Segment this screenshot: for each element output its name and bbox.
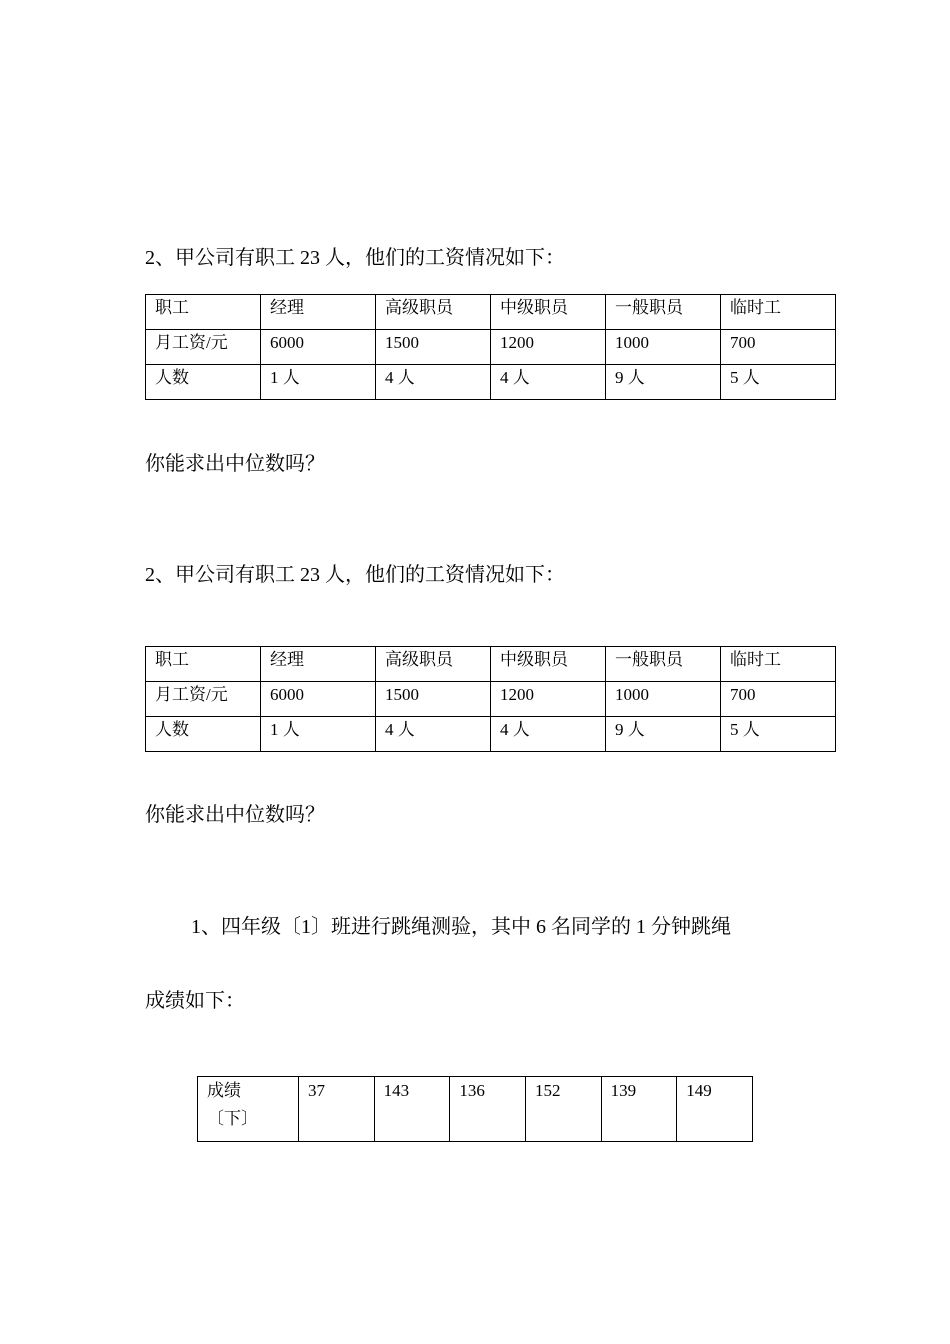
table-cell: 37 xyxy=(299,1077,375,1142)
table-row xyxy=(146,330,836,365)
table-cell: 1200 xyxy=(491,682,606,717)
table-cell: 9 人 xyxy=(606,365,721,400)
table-cell: 4 人 xyxy=(491,365,606,400)
table-row xyxy=(146,647,836,682)
question-salary-2: 2、甲公司有职工 23 人，他们的工资情况如下： xyxy=(145,564,565,586)
prompt-median-2: 你能求出中位数吗？ xyxy=(145,804,325,826)
table-row xyxy=(146,717,836,752)
table-cell: 中级职员 xyxy=(491,295,606,330)
table-cell: 5 人 xyxy=(721,717,836,752)
label-line: 〔下〕 xyxy=(207,1109,258,1128)
table-cell: 4 人 xyxy=(376,717,491,752)
table-cell: 136 xyxy=(450,1077,526,1142)
table-cell: 月工资/元 xyxy=(146,330,261,365)
table-cell: 高级职员 xyxy=(376,647,491,682)
table-cell: 人数 xyxy=(146,717,261,752)
table-row xyxy=(146,365,836,400)
question-jump-rope-continued: 成绩如下： xyxy=(145,990,245,1012)
table-cell: 职工 xyxy=(146,647,261,682)
table-cell: 月工资/元 xyxy=(146,682,261,717)
table-cell: 149 xyxy=(677,1077,753,1142)
table-label-cell xyxy=(198,1077,299,1142)
table-cell: 职工 xyxy=(146,295,261,330)
table-cell: 经理 xyxy=(261,295,376,330)
table-row xyxy=(146,682,836,717)
table-cell: 一般职员 xyxy=(606,647,721,682)
table-cell: 经理 xyxy=(261,647,376,682)
table-cell: 中级职员 xyxy=(491,647,606,682)
table-cell: 4 人 xyxy=(491,717,606,752)
scores-table xyxy=(197,1076,753,1142)
table-cell: 1 人 xyxy=(261,717,376,752)
table-cell: 1000 xyxy=(606,682,721,717)
label-line: 成绩 xyxy=(207,1081,241,1100)
table-cell: 1500 xyxy=(376,682,491,717)
table-row xyxy=(146,295,836,330)
salary-table-1 xyxy=(145,294,836,400)
table-cell: 4 人 xyxy=(376,365,491,400)
table-cell: 139 xyxy=(601,1077,677,1142)
table-cell: 1200 xyxy=(491,330,606,365)
table-cell: 临时工 xyxy=(721,647,836,682)
table-cell: 一般职员 xyxy=(606,295,721,330)
table-cell: 1 人 xyxy=(261,365,376,400)
table-cell: 700 xyxy=(721,330,836,365)
table-cell: 5 人 xyxy=(721,365,836,400)
table-cell: 临时工 xyxy=(721,295,836,330)
question-jump-rope: 1、四年级〔1〕班进行跳绳测验，其中 6 名同学的 1 分钟跳绳 xyxy=(191,916,731,938)
table-cell: 9 人 xyxy=(606,717,721,752)
table-cell: 1500 xyxy=(376,330,491,365)
table-cell: 1000 xyxy=(606,330,721,365)
table-cell: 高级职员 xyxy=(376,295,491,330)
table-cell: 人数 xyxy=(146,365,261,400)
question-salary-1: 2、甲公司有职工 23 人，他们的工资情况如下： xyxy=(145,247,565,269)
table-row xyxy=(198,1077,753,1142)
salary-table-2 xyxy=(145,646,836,752)
table-cell: 152 xyxy=(525,1077,601,1142)
table-cell: 143 xyxy=(374,1077,450,1142)
prompt-median-1: 你能求出中位数吗？ xyxy=(145,453,325,475)
table-cell: 700 xyxy=(721,682,836,717)
table-cell: 6000 xyxy=(261,330,376,365)
table-cell: 6000 xyxy=(261,682,376,717)
